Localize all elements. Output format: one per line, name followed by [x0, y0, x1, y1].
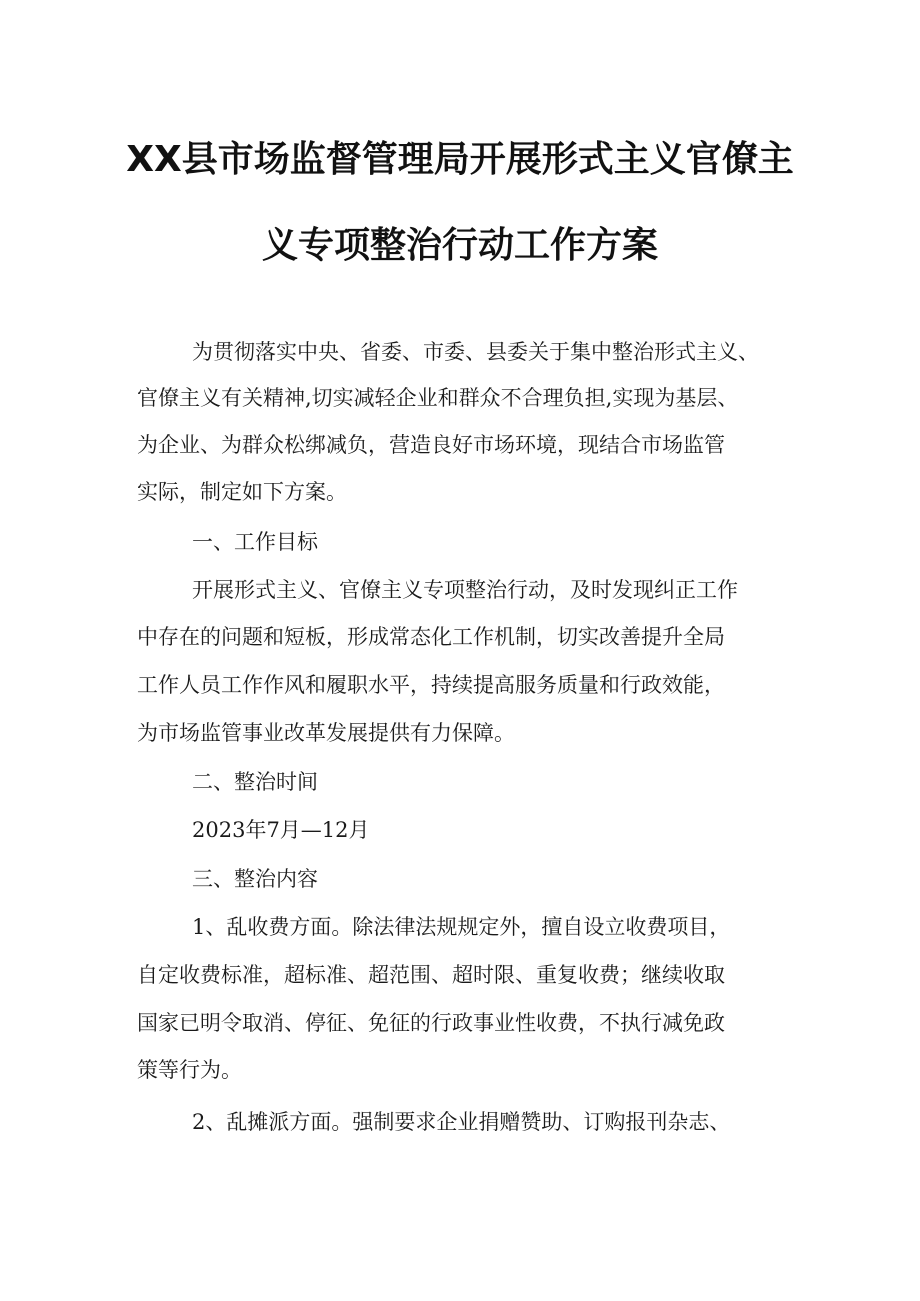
item-1-line-1: 1、乱收费方面。除法律法规规定外，擅自设立收费项目，: [192, 915, 731, 939]
section-heading-goals: 一、工作目标: [192, 530, 318, 554]
item-1-line-2: 自定收费标准，超标准、超范围、超时限、重复收费；继续收取: [137, 963, 725, 987]
paragraph-goals-line-4: 为市场监管事业改革发展提供有力保障。: [137, 721, 515, 745]
paragraph-intro-line-1: 为贯彻落实中央、省委、市委、县委关于集中整治形式主义、: [192, 340, 759, 364]
document-title-line-1: XX县市场监督管理局开展形式主义官僚主: [126, 139, 794, 180]
item-1-line-4: 策等行为。: [137, 1058, 242, 1082]
item-2-line-1: 2、乱摊派方面。强制要求企业捐赠赞助、订购报刊杂志、: [192, 1110, 731, 1134]
document-title-line-2: 义专项整治行动工作方案: [261, 225, 658, 266]
section-heading-content: 三、整治内容: [192, 867, 318, 891]
paragraph-goals-line-1: 开展形式主义、官僚主义专项整治行动，及时发现纠正工作: [192, 578, 738, 602]
period-value: 2023年7月—12月: [192, 818, 370, 842]
item-1-line-3: 国家已明令取消、停征、免征的行政事业性收费，不执行减免政: [137, 1011, 725, 1035]
paragraph-intro-line-4: 实际，制定如下方案。: [137, 480, 347, 504]
paragraph-intro-line-3: 为企业、为群众松绑减负，营造良好市场环境，现结合市场监管: [137, 433, 725, 457]
section-heading-period: 二、整治时间: [192, 770, 318, 794]
paragraph-goals-line-2: 中存在的问题和短板，形成常态化工作机制，切实改善提升全局: [137, 625, 725, 649]
paragraph-goals-line-3: 工作人员工作作风和履职水平，持续提高服务质量和行政效能，: [137, 673, 725, 697]
paragraph-intro-line-2: 官僚主义有关精神,切实减轻企业和群众不合理负担,实现为基层、: [137, 386, 739, 410]
